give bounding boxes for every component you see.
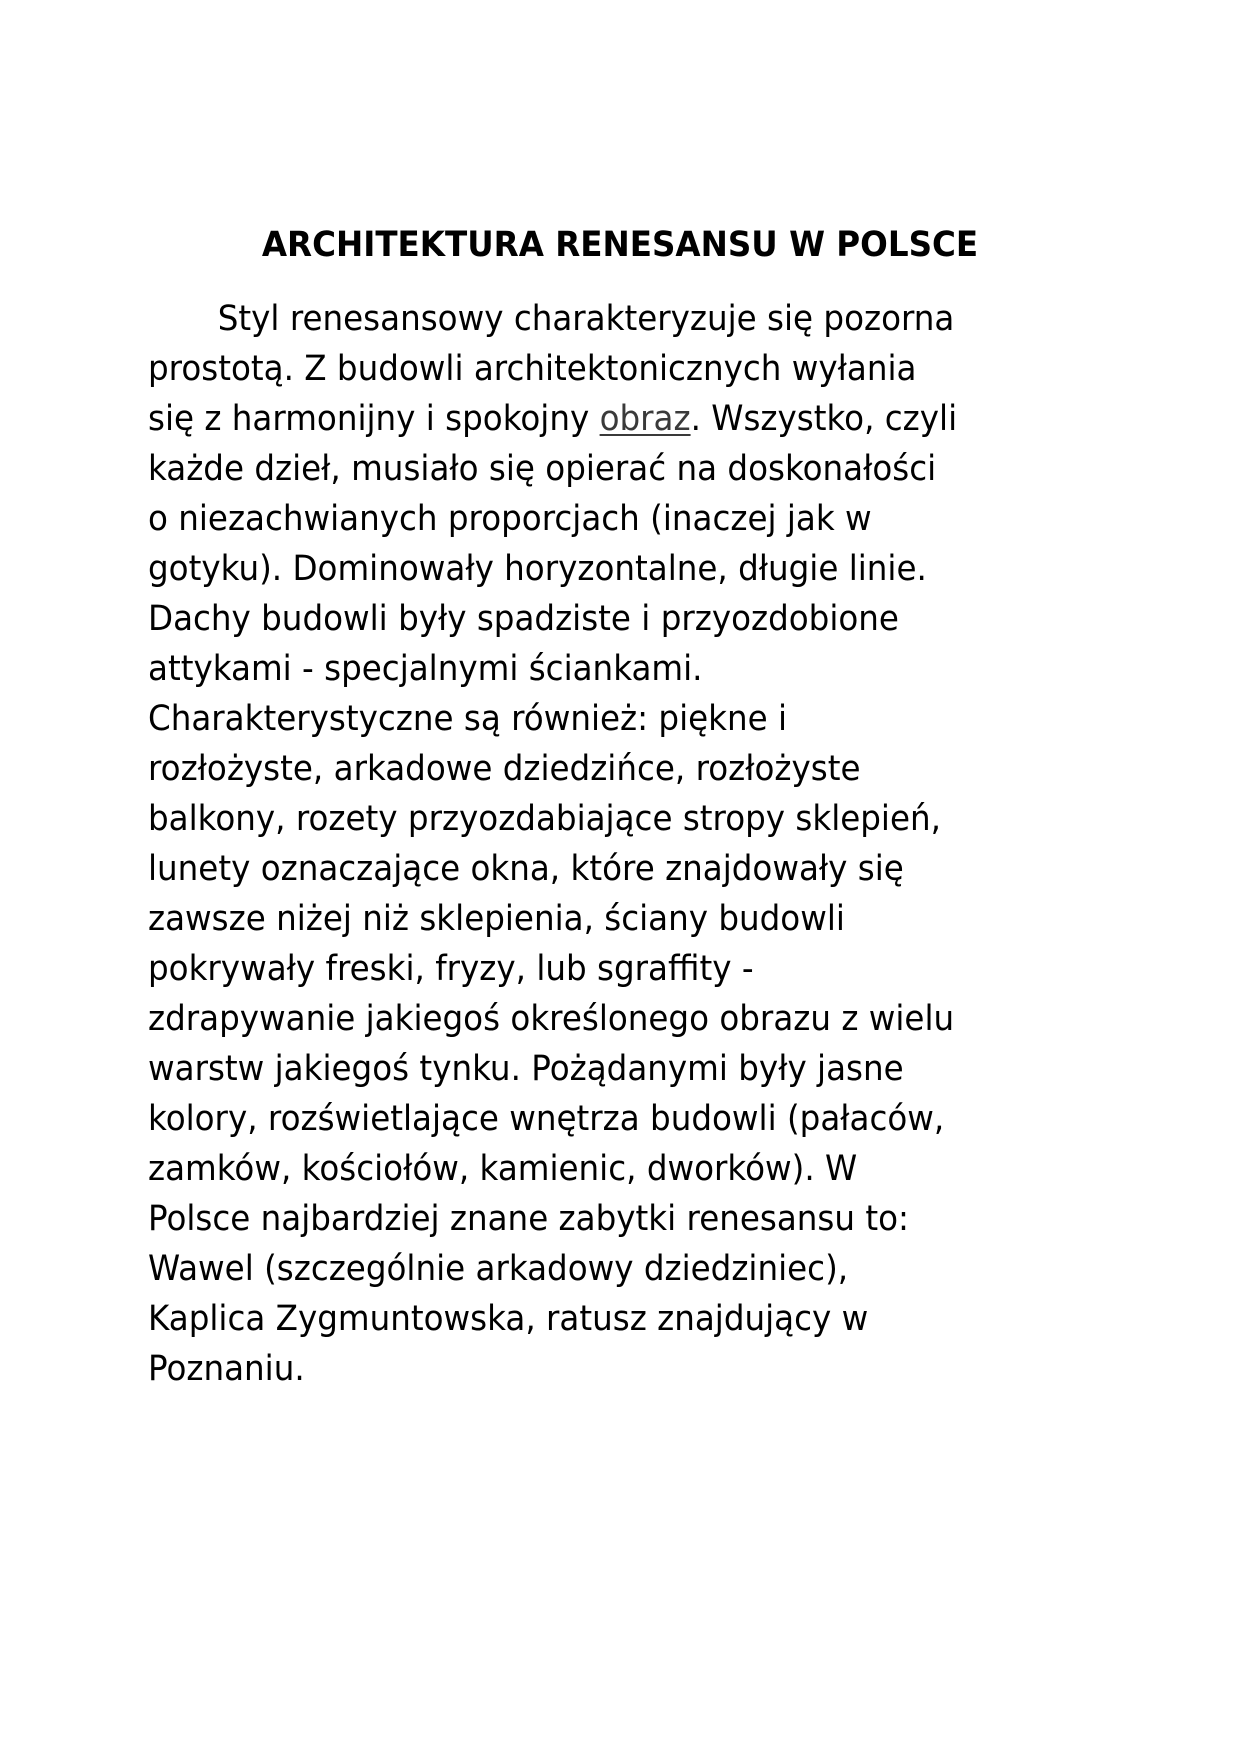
paragraph-line: Dachy budowli były spadziste i przyozdobione	[148, 599, 899, 639]
paragraph-line: kolory, rozświetlające wnętrza budowli (pałaców,	[148, 1099, 945, 1139]
paragraph-line: każde dzieł, musiało się opierać na doskonałości	[148, 449, 937, 489]
paragraph-line: Wawel (szczególnie arkadowy dziedziniec),	[148, 1249, 849, 1289]
paragraph-line: lunety oznaczające okna, które znajdowały się	[148, 849, 904, 889]
paragraph-line: gotyku). Dominowały horyzontalne, długie linie.	[148, 549, 927, 589]
paragraph-line: zamków, kościołów, kamienic, dworków). W	[148, 1149, 858, 1189]
paragraph-line: zawsze niżej niż sklepienia, ściany budowli	[148, 899, 845, 939]
document-title: ARCHITEKTURA RENESANSU W POLSCE	[261, 225, 979, 265]
paragraph-line: Styl renesansowy charakteryzuje się pozorna	[217, 299, 955, 339]
paragraph-line: attykami - specjalnymi ściankami.	[148, 649, 703, 689]
paragraph-line: o niezachwianych proporcjach (inaczej jak w	[148, 499, 872, 539]
paragraph-line: pokrywały freski, fryzy, lub sgraffity -	[148, 949, 754, 989]
paragraph-line: rozłożyste, arkadowe dziedzińce, rozłożyste	[148, 749, 861, 789]
line-text-before-link: się z harmonijny i spokojny	[148, 399, 600, 439]
paragraph-line: prostotą. Z budowli architektonicznych wyłania	[148, 349, 917, 389]
paragraph-line: Charakterystyczne są również: piękne i	[148, 699, 788, 739]
paragraph-line: Polsce najbardziej znane zabytki renesansu to:	[148, 1199, 909, 1239]
obraz-link[interactable]: obraz	[599, 399, 691, 439]
paragraph-line: zdrapywanie jakiegoś określonego obrazu z wielu	[148, 999, 955, 1039]
paragraph-line-with-link	[148, 394, 1022, 444]
line-text-after-link: . Wszystko, czyli	[690, 399, 958, 439]
body-paragraph	[148, 294, 1022, 1394]
paragraph-line: warstw jakiegoś tynku. Pożądanymi były jasne	[148, 1049, 904, 1089]
paragraph-line: balkony, rozety przyozdabiające stropy sklepień,	[148, 799, 941, 839]
paragraph-line: Kaplica Zygmuntowska, ratusz znajdujący w	[148, 1299, 869, 1339]
paragraph-line: Poznaniu.	[148, 1349, 305, 1389]
